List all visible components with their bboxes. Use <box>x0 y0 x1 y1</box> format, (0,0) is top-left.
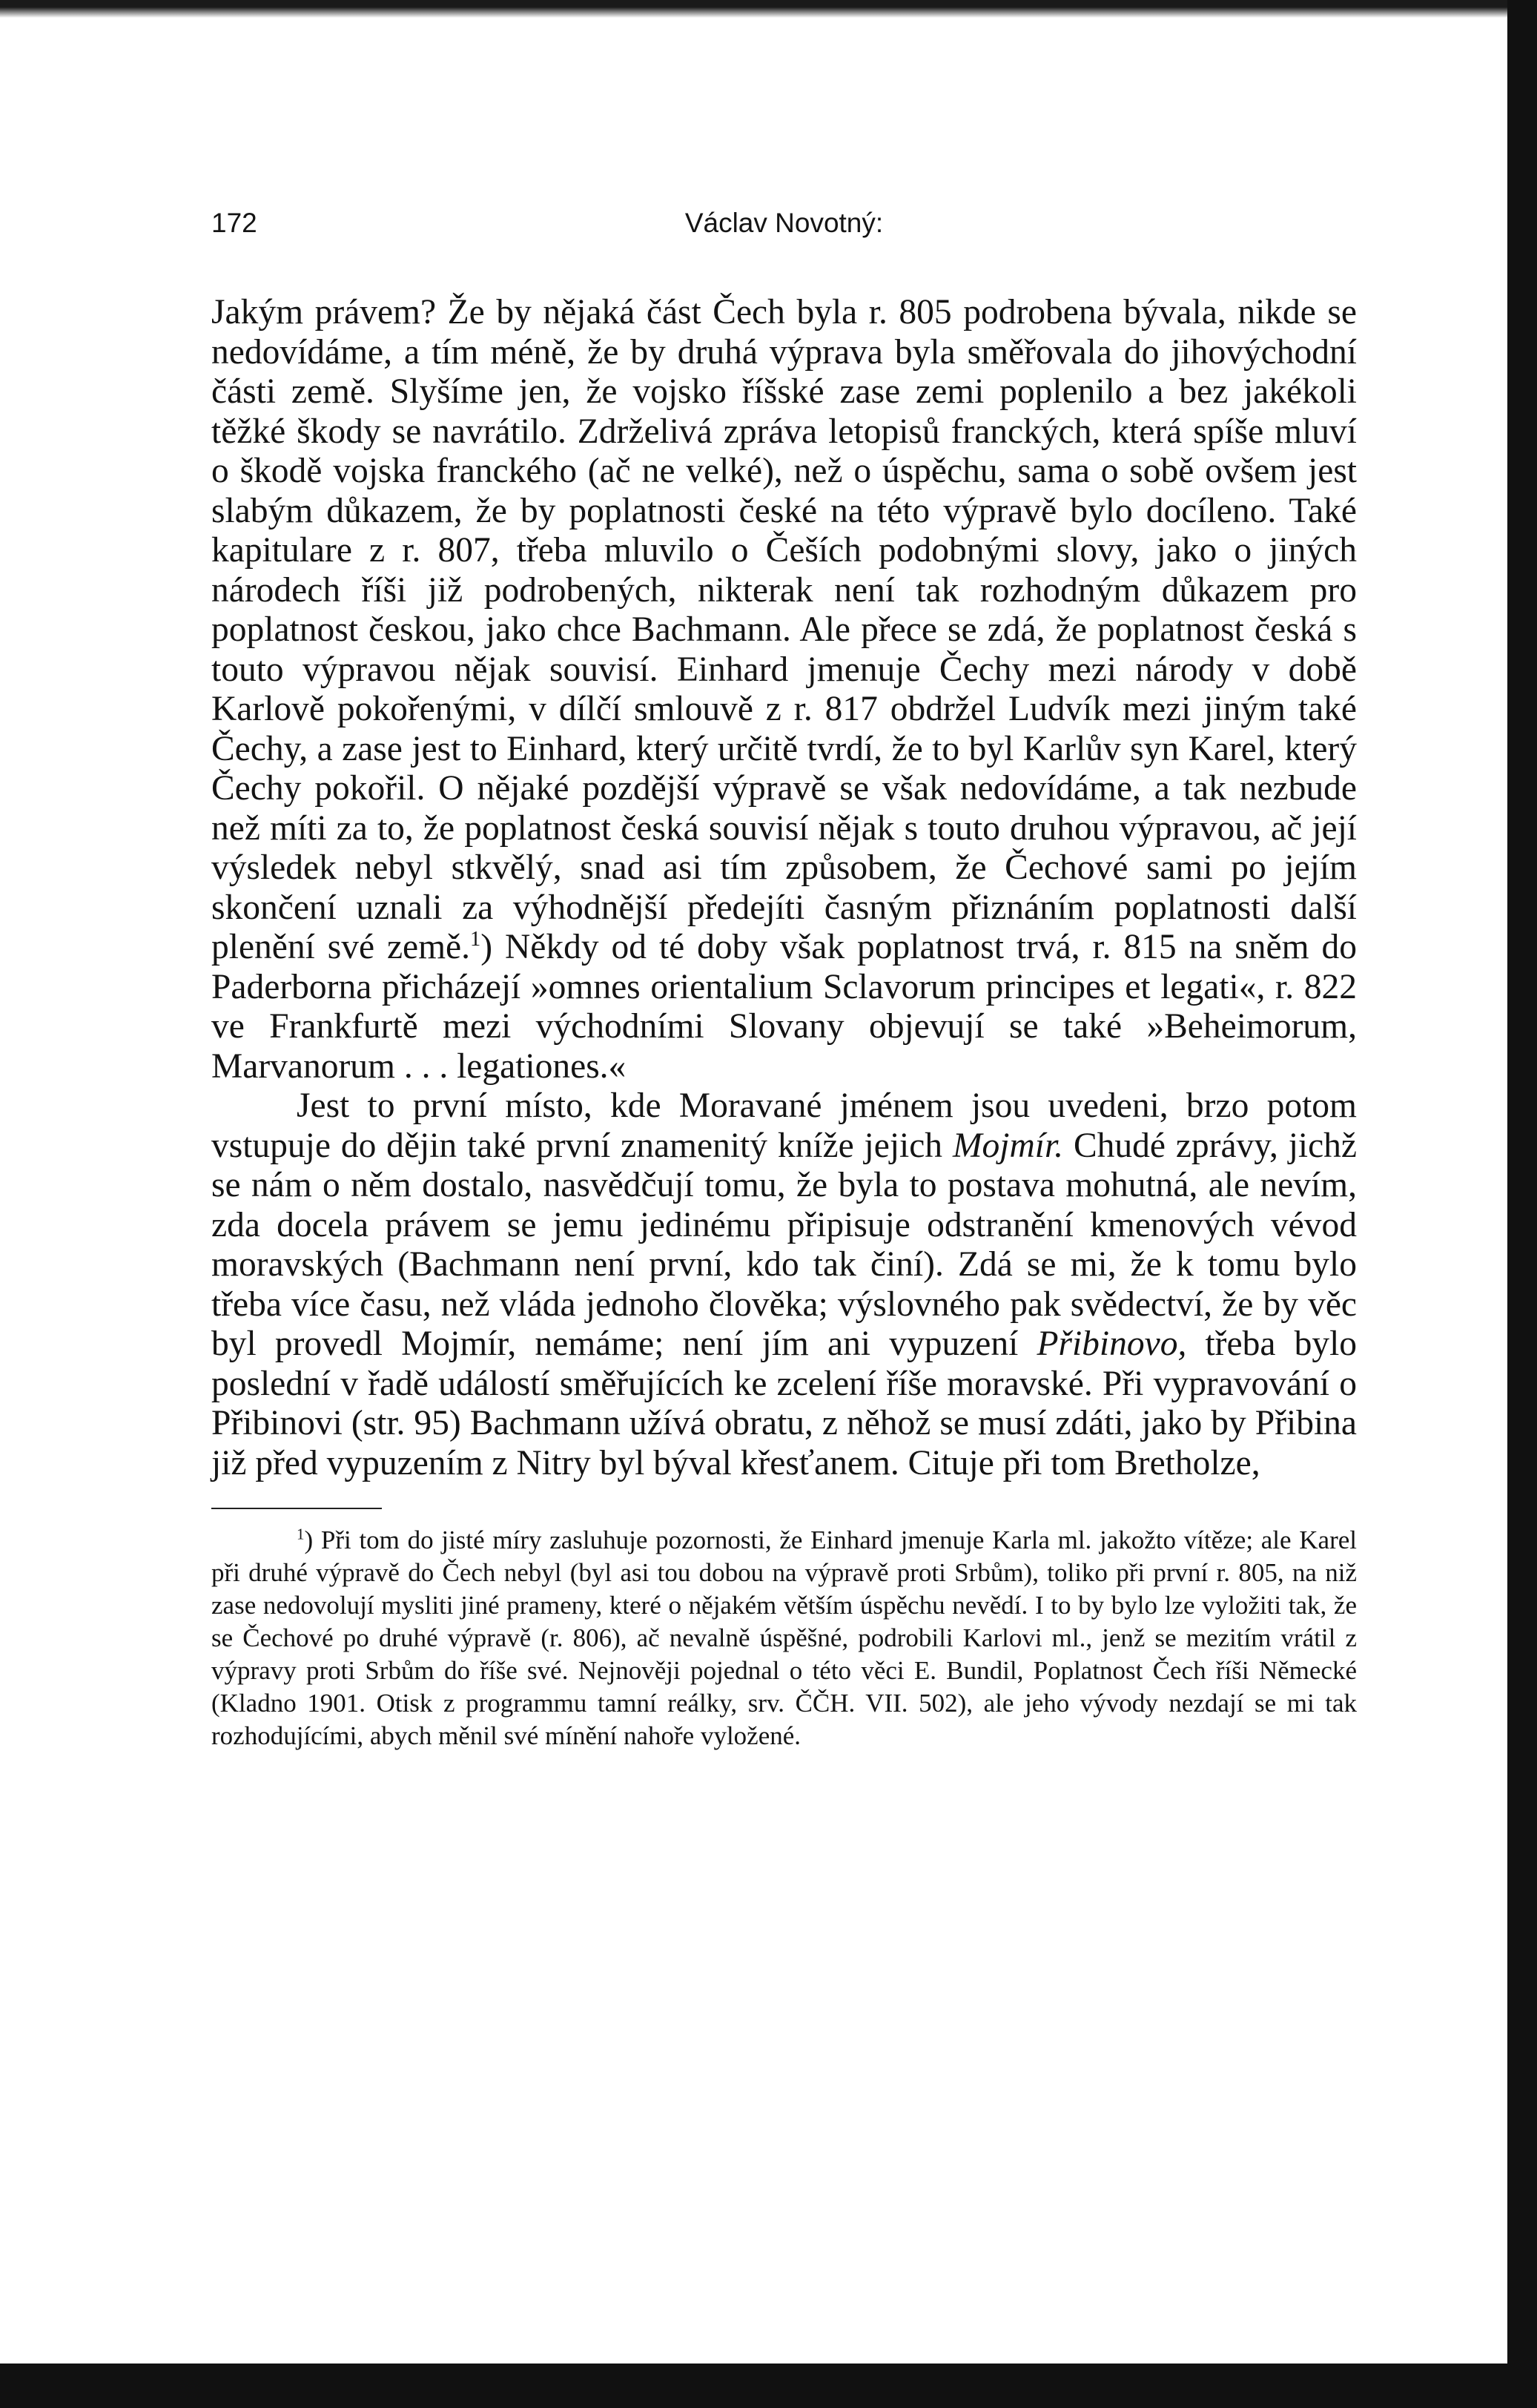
name-pribinovo: Přibinovo, <box>1037 1325 1187 1363</box>
name-mojmir: Mojmír. <box>952 1126 1064 1165</box>
paragraph-1: Jakým právem? Že by nějaká část Čech byla r. 805 podrobena bývala, nikde se nedovídáme, a tím méně, že by druhá výprava byla směřovala do jihovýchodní části země. Slyšíme jen, že vojsko říšské zase zemi poplenilo a bez jakékoli těžké škody se navrátilo. Zdrželivá zpráva letopisů franckých, která spíše mluví o škodě vojska franckého (ač ne velké), než o úspěchu, sama o sobě ovšem jest slabým důkazem, že by poplatnosti české na této výpravě bylo docíleno. Také kapitulare z r. 807, třeba mluvilo o Češích podobnými slovy, jako o jiných národech říši již podrobených, nikterak není tak rozhodným důkazem pro poplatnost českou, jako chce Bachmann. Ale přece se zdá, že poplatnost česká s touto výpravou nějak souvisí. Einhard jmenuje Čechy mezi národy v době Karlově pokořenými, v dílčí smlouvě z r. 817 obdržel Ludvík mezi jiným také Čechy, a zase jest to Einhard, který určitě tvrdí, že to byl Karlův syn Karel, který Čechy pokořil. O nějaké pozdější výpravě se však nedovídáme, a tak nezbude než míti za to, že poplatnost česká souvisí nějak s touto druhou výpravou, ač její výsledek nebyl stkvělý, snad asi tím způsobem, že Čechové sami po jejím skončení uznali za výhodnější předejíti časným přiznáním poplatnosti další plenění své země.$^1$) Někdy od té doby však poplatnost trvá, r. 815 na sněm do Paderborna přicházejí »omnes orientalium Sclavorum principes et legati«, r. 822 ve Frankfurtě mezi východními Slovany objevují se také »Beheimorum, Marvanorum . . . legationes.« <box>211 293 1357 1086</box>
footnote-1-text: Při tom do jisté míry zasluhuje pozornosti, že Einhard jmenuje Karla ml. jakožto vítěze; ale Karel při druhé výpravě do Čech nebyl (byl asi tou dobou na výpravě proti Srbům), toliko při první r. 805, na niž zase nedovolují mysliti jiné prameny, které o nějakém větším úspěchu nevědí. I to by bylo lze vyložiti tak, že se Čechové po druhé výpravě (r. 806), ač nevalně úspěšné, podrobili Karlovi ml., jenž se mezitím vrátil z výpravy proti Srbům do říše své. Nejnověji pojednal o této věci E. Bundil, Poplatnost Čech říši Německé (Kladno 1901. Otisk z programmu tamní reálky, srv. ČČH. VII. 502), ale jeho vývody nezdají se mi tak rozhodujícími, abych měnil své mínění nahoře vyložené. <box>211 1525 1358 1750</box>
paragraph-2-part-b: Chudé zprávy, jichž se nám o něm dostalo, nasvědčují tomu, že byla to postava mohutná, ale nevím, zda docela právem se jemu jedinému připisuje odstranění kmenových vévod moravských (Bachmann není první, kdo tak činí). Zdá se mi, že k tomu bylo třeba více času, než vláda jednoho člověka; výslovného pak svědectví, že by věc byl provedl Mojmír, nemáme; není jím ani vypuzení <box>211 1126 1358 1363</box>
scan-border-bottom <box>0 2364 1537 2408</box>
running-head <box>211 208 1357 252</box>
page-number: 172 <box>211 208 257 238</box>
paragraph-1-text: Jakým právem? Že by nějaká část Čech byla r. 805 podrobena bývala, nikde se nedovídáme, a tím méně, že by druhá výprava byla směřovala do jihovýchodní části země. Slyšíme jen, že vojsko říšské zase zemi poplenilo a bez jakékoli těžké škody se navrátilo. Zdrželivá zpráva letopisů franckých, která spíše mluví o škodě vojska franckého (ač ne velké), než o úspěchu, sama o sobě ovšem jest slabým důkazem, že by poplatnosti české na této výpravě bylo docíleno. Také kapitulare z r. 807, třeba mluvilo o Češích podobnými slovy, jako o jiných národech říši již podrobených, nikterak není tak rozhodným důkazem pro poplatnost českou, jako chce Bachmann. Ale přece se zdá, že poplatnost česká s touto výpravou nějak souvisí. Einhard jmenuje Čechy mezi národy v době Karlově pokořenými, v dílčí smlouvě z r. 817 obdržel Ludvík mezi jiným také Čechy, a zase jest to Einhard, který určitě tvrdí, že to byl Karlův syn Karel, který Čechy pokořil. O nějaké pozdější výpravě se však nedovídáme, a tak nezbude než míti za to, že poplatnost česká souvisí nějak s touto druhou výpravou, ač její výsledek nebyl stkvělý, snad asi tím způsobem, že Čechové sami po jejím skončení uznali za výhodnější předejíti časným přiznáním poplatnosti další plenění své země. <box>211 293 1357 966</box>
running-head-author: Václav Novotný: <box>684 208 884 238</box>
footnote-divider <box>211 1508 382 1509</box>
scan-border-top <box>0 0 1537 18</box>
footnote-marker: 1 <box>297 1525 305 1543</box>
paragraph-2-part-c: třeba bylo poslední v řadě událostí směřujících ke zcelení říše moravské. Při vypravování o Přibinovi (str. 95) Bachmann užívá obratu, z něhož se musí zdáti, jako by Přibina již před vypuzením z Nitry byl býval křesťanem. Cituje při tom Bretholze, <box>211 1325 1358 1482</box>
footnotes <box>211 1524 1357 1752</box>
paragraph-2-part-a: Jest to první místo, kde Moravané jménem jsou uvedeni, brzo potom vstupuje do dějin také první znamenitý kníže jejich <box>211 1086 1357 1165</box>
paragraph-2 <box>211 1086 1357 1483</box>
paragraph-1-tail: Někdy od té doby však poplatnost trvá, r. 815 na sněm do Paderborna přicházejí »omnes orientalium Sclavorum principes et legati«, r. 822 ve Frankfurtě mezi východními Slovany objevují se také »Beheimorum, Marvanorum . . . legationes.« <box>211 928 1357 1086</box>
scan-border-right <box>1507 0 1537 2408</box>
footnote-reference: 1 <box>470 928 481 951</box>
book-page <box>211 208 1357 1752</box>
main-text <box>211 293 1357 1483</box>
footnote-1: $^1$) Při tom do jisté míry zasluhuje pozornosti, že Einhard jmenuje Karla ml. jakožto vítěze; ale Karel při druhé výpravě do Čech nebyl (byl asi tou dobou na výpravě proti Srbům), toliko při první r. 805, na niž zase nedovolují mysliti jiné prameny, které o nějakém větším úspěchu nevědí. I to by bylo lze vyložiti tak, že se Čechové po druhé výpravě (r. 806), ač nevalně úspěšné, podrobili Karlovi ml., jenž se mezitím vrátil z výpravy proti Srbům do říše své. Nejnověji pojednal o této věci E. Bundil, Poplatnost Čech říši Německé (Kladno 1901. Otisk z programmu tamní reálky, srv. ČČH. VII. 502), ale jeho vývody nezdají se mi tak rozhodujícími, abych měnil své mínění nahoře vyložené. <box>211 1525 1358 1750</box>
